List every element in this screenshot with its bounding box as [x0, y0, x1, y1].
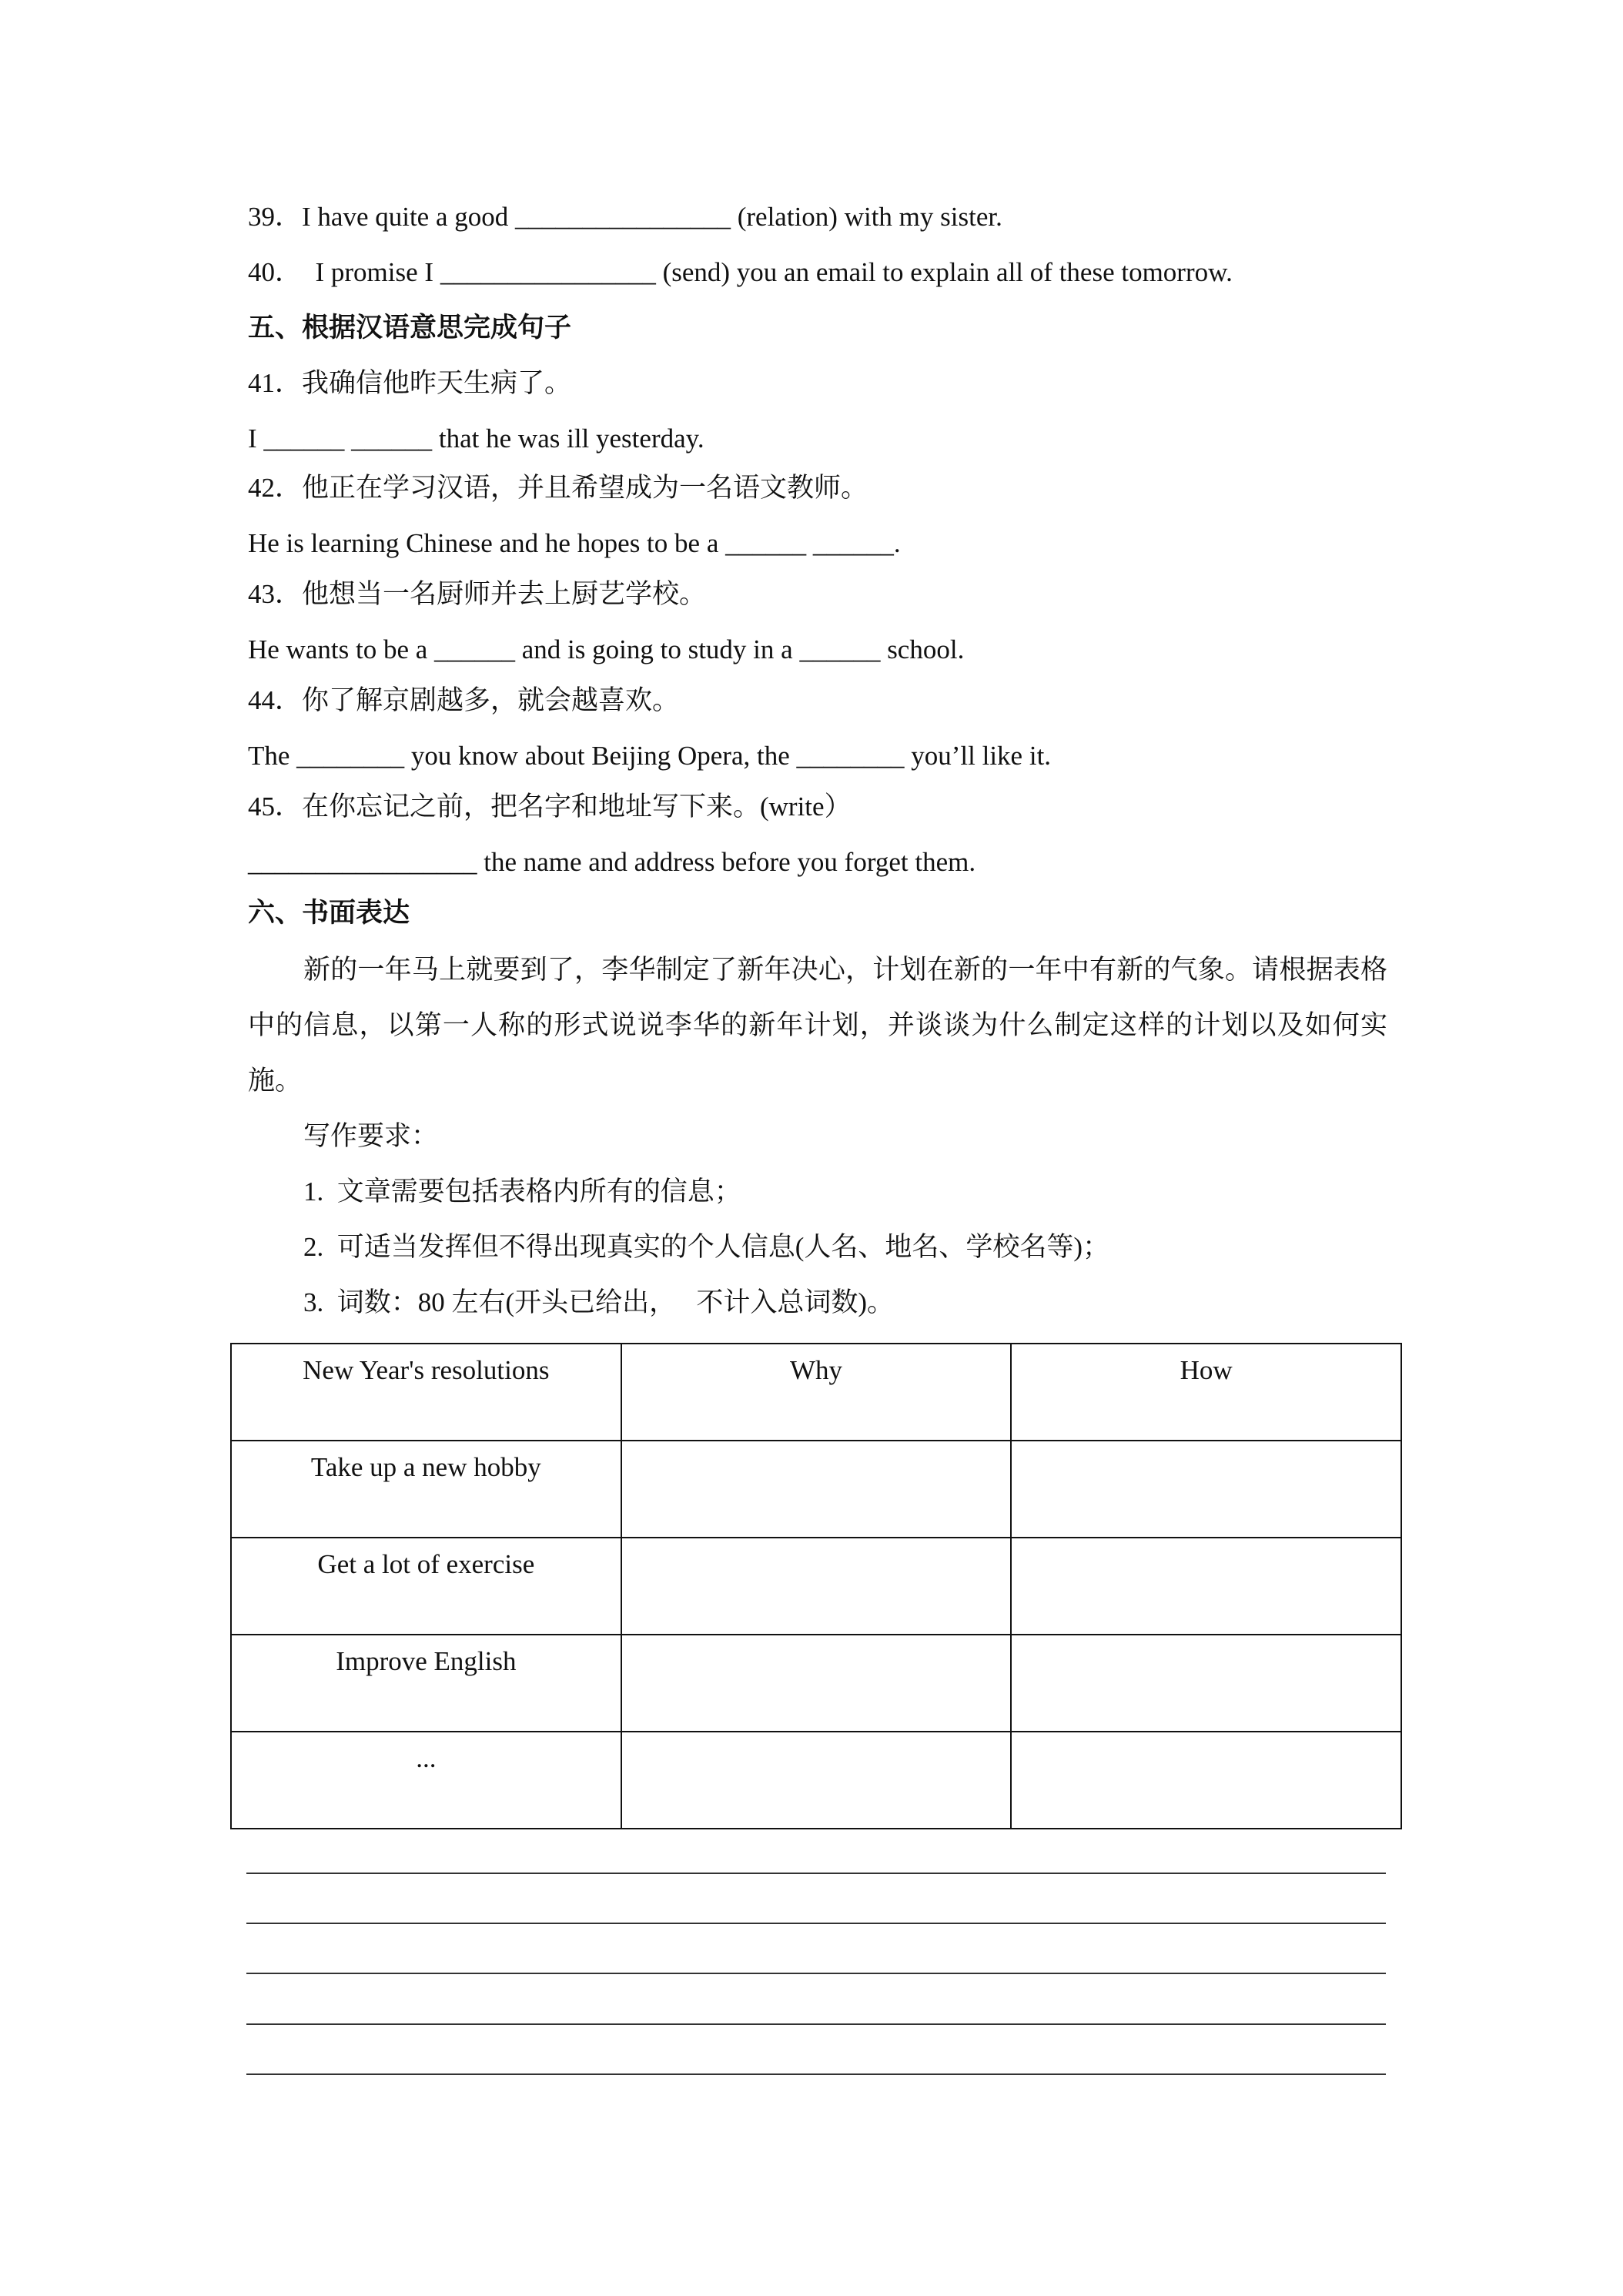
writing-prompt: 新的一年马上就要到了，李华制定了新年决心，计划在新的一年中有新的气象。请根据表格中的信息，以第一人称的形式说说李华的新年计划，并谈谈为什么制定这样的计划以及如何实施。 [248, 955, 1387, 1096]
table-cell [1011, 1441, 1401, 1538]
writing-line [246, 1923, 1386, 1924]
question-41-chinese: 41．我确信他昨天生病了。 [248, 368, 572, 398]
table-cell: Take up a new hobby [231, 1441, 621, 1538]
requirement-2: 2. 可适当发挥但不得出现真实的个人信息(人名、地名、学校名等)； [303, 1232, 1110, 1262]
question-44-chinese: 44．你了解京剧越多，就会越喜欢。 [248, 685, 680, 715]
table-cell [1011, 1538, 1401, 1635]
table-cell [1011, 1732, 1401, 1829]
table-cell: Get a lot of exercise [231, 1538, 621, 1635]
table-cell: ... [231, 1732, 621, 1829]
table-row [231, 1635, 1401, 1732]
question-43-english: He wants to be a ______ and is going to study in a ______ school. [248, 634, 965, 664]
section-6-title: 六、书面表达 [248, 898, 410, 928]
table-row [231, 1732, 1401, 1829]
section-5-title: 五、根据汉语意思完成句子 [248, 313, 572, 343]
question-41-english: I ______ ______ that he was ill yesterday. [248, 423, 704, 454]
table-header-cell: How [1011, 1344, 1401, 1441]
table-header-cell: Why [621, 1344, 1012, 1441]
resolutions-table [230, 1343, 1402, 1829]
requirement-1: 1. 文章需要包括表格内所有的信息； [303, 1176, 741, 1207]
question-44-english: The ________ you know about Beijing Opera, the ________ you’ll like it. [248, 741, 1052, 771]
question-42-english: He is learning Chinese and he hopes to be a ______ ______. [248, 528, 901, 558]
writing-line [246, 1873, 1386, 1874]
writing-line [246, 2073, 1386, 2075]
writing-line [246, 2023, 1386, 2025]
question-39: 39．I have quite a good ________________ (relation) with my sister. [248, 202, 1002, 232]
table-row [231, 1441, 1401, 1538]
question-40: 40． I promise I ________________ (send) you an email to explain all of these tomorrow. [248, 257, 1233, 287]
table-cell [1011, 1635, 1401, 1732]
table-cell [621, 1635, 1012, 1732]
question-43-chinese: 43．他想当一名厨师并去上厨艺学校。 [248, 579, 707, 609]
table-header-row [231, 1344, 1401, 1441]
table-cell: Improve English [231, 1635, 621, 1732]
table-cell [621, 1538, 1012, 1635]
question-45-chinese: 45．在你忘记之前，把名字和地址写下来。(write） [248, 792, 852, 822]
table-header-cell: New Year's resolutions [231, 1344, 621, 1441]
table-cell [621, 1441, 1012, 1538]
table-row [231, 1538, 1401, 1635]
question-45-english: _________________ the name and address before you forget them. [248, 847, 976, 877]
writing-line [246, 1973, 1386, 1974]
requirement-3: 3. 词数：80 左右(开头已给出， 不计入总词数)。 [303, 1287, 895, 1317]
question-42-chinese: 42．他正在学习汉语，并且希望成为一名语文教师。 [248, 473, 868, 503]
table-cell [621, 1732, 1012, 1829]
requirements-title: 写作要求： [303, 1121, 439, 1151]
